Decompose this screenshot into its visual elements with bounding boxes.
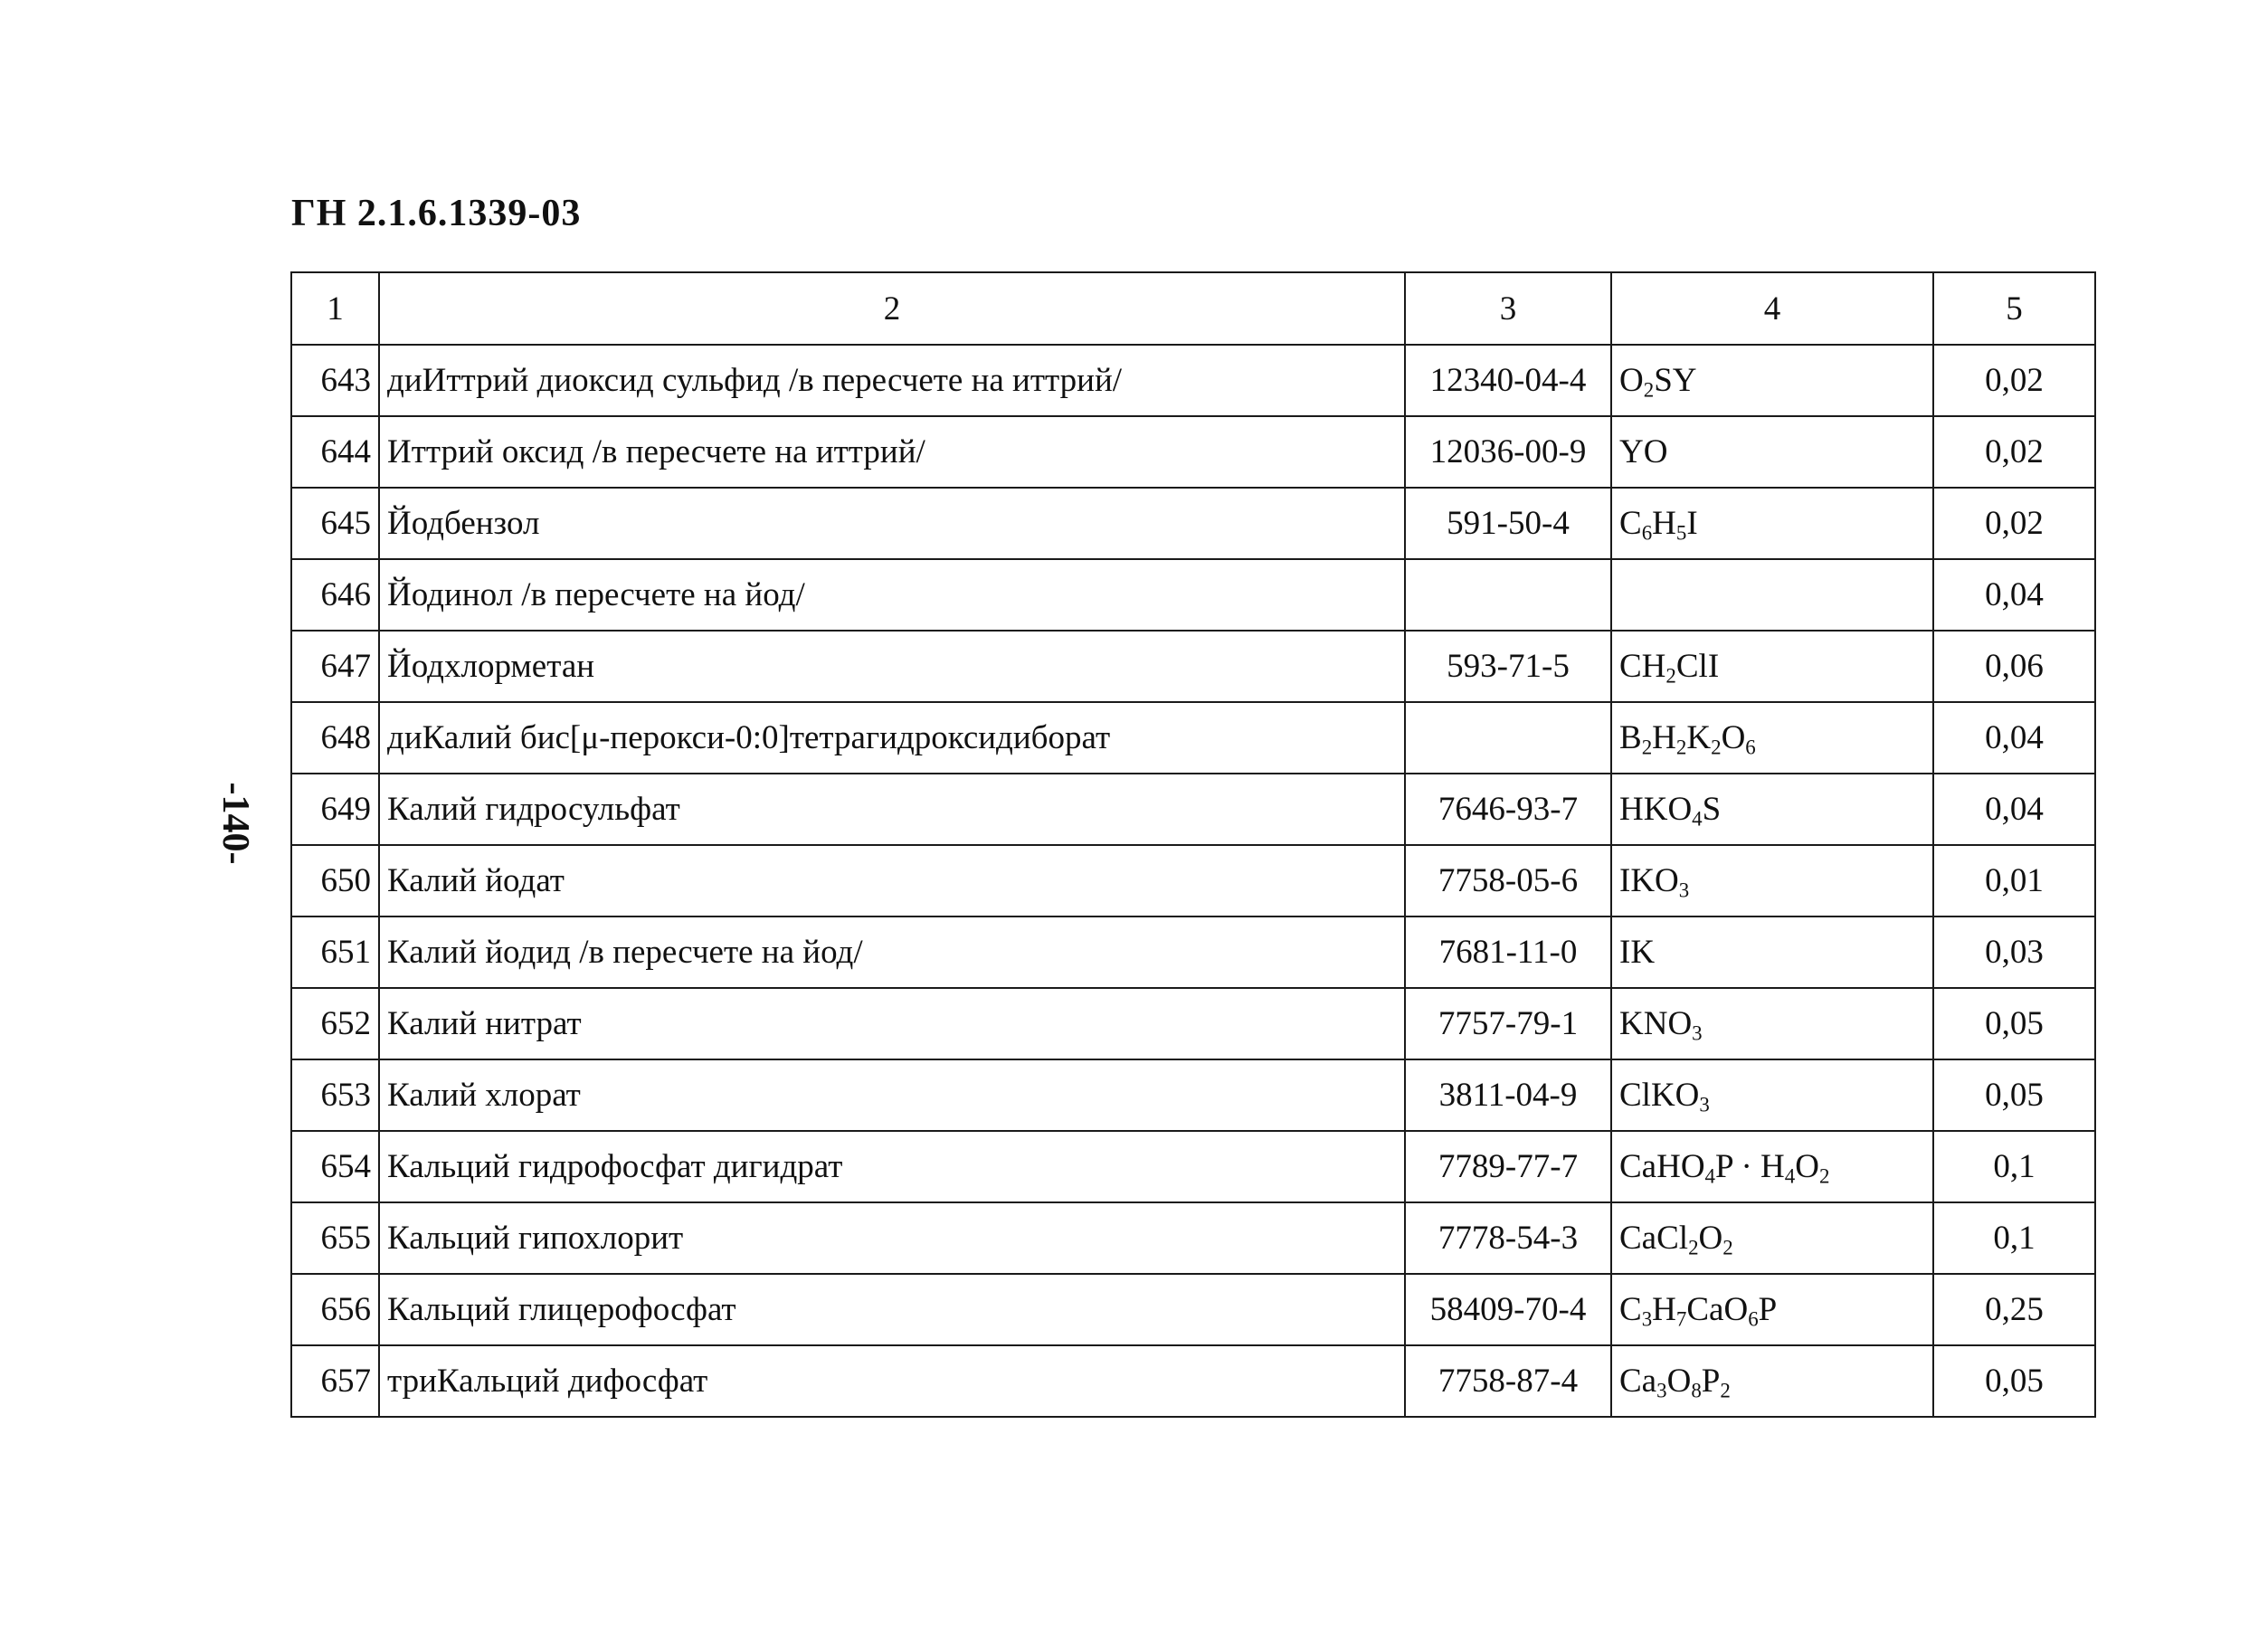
- limit-value: 0,02: [1933, 345, 2095, 416]
- table-row: [291, 1274, 2095, 1345]
- cas-number: 7757-79-1: [1405, 988, 1611, 1059]
- limit-value: 0,04: [1933, 559, 2095, 631]
- chemical-formula: $IKO_3$: [1611, 845, 1933, 916]
- substance-name: Калий хлорат: [379, 1059, 1405, 1131]
- substance-name: Йодинол /в пересчете на йод/: [379, 559, 1405, 631]
- substance-name: диИттрий диоксид сульфид /в пересчете на иттрий/: [379, 345, 1405, 416]
- chemical-formula: $CH_2ClI$: [1611, 631, 1933, 702]
- limit-value: 0,01: [1933, 845, 2095, 916]
- substance-name: Калий йодат: [379, 845, 1405, 916]
- chemical-formula: ClKO$_3$: [1611, 1059, 1933, 1131]
- chemical-formula: $C_3H_7CaO_6P$: [1611, 1274, 1933, 1345]
- substance-name: Калий нитрат: [379, 988, 1405, 1059]
- substance-name: триКальций дифосфат: [379, 1345, 1405, 1417]
- table-row: [291, 1202, 2095, 1274]
- chemical-formula: $O_2SY$: [1611, 345, 1933, 416]
- limit-value: 0,03: [1933, 916, 2095, 988]
- cas-number: [1405, 702, 1611, 774]
- table-row: [291, 988, 2095, 1059]
- table-row: [291, 631, 2095, 702]
- table-row: [291, 774, 2095, 845]
- row-number: 656: [291, 1274, 379, 1345]
- limit-value: 0,04: [1933, 702, 2095, 774]
- table-row: [291, 1131, 2095, 1202]
- chemical-formula: YO: [1611, 416, 1933, 488]
- chemical-formula: CaHO$_4$P · $H_4O_2$: [1611, 1131, 1933, 1202]
- substance-table: [290, 271, 2096, 1418]
- column-header-4: 4: [1611, 272, 1933, 345]
- page-number-label: -140-: [214, 782, 256, 865]
- cas-number: 7789-77-7: [1405, 1131, 1611, 1202]
- table-row: [291, 345, 2095, 416]
- cas-number: 7758-05-6: [1405, 845, 1611, 916]
- table-row: [291, 488, 2095, 559]
- cas-number: 58409-70-4: [1405, 1274, 1611, 1345]
- cas-number: 593-71-5: [1405, 631, 1611, 702]
- column-header-3: 3: [1405, 272, 1611, 345]
- chemical-formula: $C_6H_5I$: [1611, 488, 1933, 559]
- row-number: 657: [291, 1345, 379, 1417]
- table-body: [291, 272, 2095, 1417]
- row-number: 645: [291, 488, 379, 559]
- limit-value: 0,05: [1933, 988, 2095, 1059]
- substance-name: диКалий бис[μ-перокси-0:0]тетрагидроксидиборат: [379, 702, 1405, 774]
- cas-number: 12036-00-9: [1405, 416, 1611, 488]
- limit-value: 0,02: [1933, 488, 2095, 559]
- row-number: 651: [291, 916, 379, 988]
- row-number: 649: [291, 774, 379, 845]
- limit-value: 0,04: [1933, 774, 2095, 845]
- chemical-formula: IK: [1611, 916, 1933, 988]
- row-number: 655: [291, 1202, 379, 1274]
- row-number: 646: [291, 559, 379, 631]
- document-code: ГН 2.1.6.1339-03: [291, 193, 582, 234]
- limit-value: 0,25: [1933, 1274, 2095, 1345]
- substance-name: Кальций глицерофосфат: [379, 1274, 1405, 1345]
- chemical-formula: [1611, 559, 1933, 631]
- limit-value: 0,1: [1933, 1202, 2095, 1274]
- cas-number: 3811-04-9: [1405, 1059, 1611, 1131]
- cas-number: 591-50-4: [1405, 488, 1611, 559]
- row-number: 644: [291, 416, 379, 488]
- limit-value: 0,02: [1933, 416, 2095, 488]
- cas-number: 7758-87-4: [1405, 1345, 1611, 1417]
- substance-name: Кальций гипохлорит: [379, 1202, 1405, 1274]
- cas-number: 12340-04-4: [1405, 345, 1611, 416]
- limit-value: 0,06: [1933, 631, 2095, 702]
- row-number: 654: [291, 1131, 379, 1202]
- table-row: [291, 916, 2095, 988]
- cas-number: [1405, 559, 1611, 631]
- cas-number: 7778-54-3: [1405, 1202, 1611, 1274]
- table-row: [291, 559, 2095, 631]
- table-row: [291, 1345, 2095, 1417]
- substance-name: Йодхлорметан: [379, 631, 1405, 702]
- row-number: 643: [291, 345, 379, 416]
- table-header-row: [291, 272, 2095, 345]
- chemical-formula: $Ca_3O_8P_2$: [1611, 1345, 1933, 1417]
- limit-value: 0,05: [1933, 1059, 2095, 1131]
- limit-value: 0,1: [1933, 1131, 2095, 1202]
- row-number: 650: [291, 845, 379, 916]
- column-header-1: 1: [291, 272, 379, 345]
- substance-name: Кальций гидрофосфат дигидрат: [379, 1131, 1405, 1202]
- row-number: 652: [291, 988, 379, 1059]
- substance-name: Калий йодид /в пересчете на йод/: [379, 916, 1405, 988]
- table-row: [291, 416, 2095, 488]
- column-header-2: 2: [379, 272, 1405, 345]
- substance-name: Йодбензол: [379, 488, 1405, 559]
- substance-name: Иттрий оксид /в пересчете на иттрий/: [379, 416, 1405, 488]
- row-number: 647: [291, 631, 379, 702]
- substance-name: Калий гидросульфат: [379, 774, 1405, 845]
- chemical-formula: $KNO_3$: [1611, 988, 1933, 1059]
- table-row: [291, 845, 2095, 916]
- limit-value: 0,05: [1933, 1345, 2095, 1417]
- row-number: 648: [291, 702, 379, 774]
- chemical-formula: $B_2H_2K_2O_6$: [1611, 702, 1933, 774]
- row-number: 653: [291, 1059, 379, 1131]
- table-row: [291, 702, 2095, 774]
- column-header-5: 5: [1933, 272, 2095, 345]
- chemical-formula: $HKO_4S$: [1611, 774, 1933, 845]
- cas-number: 7646-93-7: [1405, 774, 1611, 845]
- chemical-formula: $CaCl_2O_2$: [1611, 1202, 1933, 1274]
- cas-number: 7681-11-0: [1405, 916, 1611, 988]
- table-row: [291, 1059, 2095, 1131]
